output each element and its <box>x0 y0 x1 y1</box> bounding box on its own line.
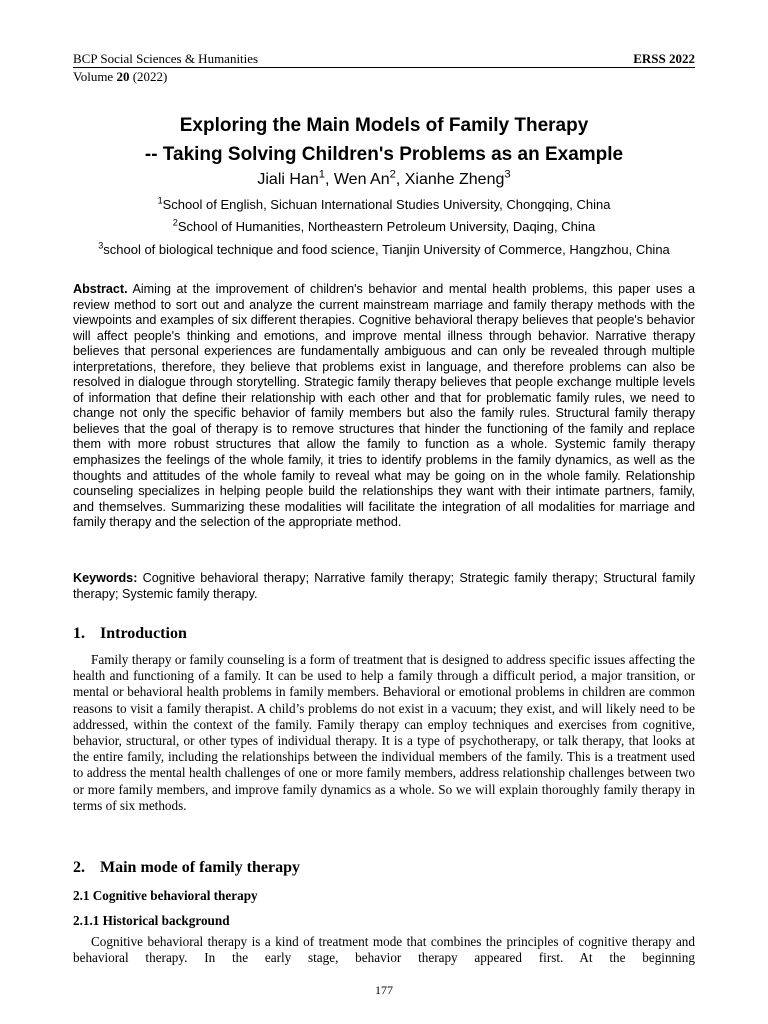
affiliation-marker: 3 <box>98 240 104 251</box>
subsubsection-heading: 2.1.1 Historical background <box>73 913 230 928</box>
author-affiliation-marker: 1 <box>318 168 325 181</box>
conference-code: ERSS 2022 <box>633 51 695 66</box>
affiliation-text: school of biological technique and food science, Tianjin University of Commerce, Hangzhou, China <box>103 242 670 257</box>
affiliation-3 <box>73 241 695 258</box>
header-top-row <box>73 51 695 68</box>
volume-prefix: Volume <box>73 69 117 84</box>
paper-title <box>73 111 695 169</box>
subsection-heading: 2.1 Cognitive behavioral therapy <box>73 888 258 903</box>
affiliation-2 <box>73 218 695 235</box>
author-name: Wen An <box>333 171 390 188</box>
introduction-paragraph: Family therapy or family counseling is a form of treatment that is designed to address specific issues affecting the health and functioning of a family. It can be used to help a family through a difficult period, a major transition, or mental or behavioral health problems in family members. Behavioral or emotional problems in children are common reasons to visit a family therapist. A child’s problems do not exist in a vacuum; they exist, and will likely need to be addressed, within the context of the family. Family therapy can employ techniques and exercises from cognitive, behavior, structural, or other types of individual therapy. It is a type of psychotherapy, or talk therapy, that looks at the entire family, including the relationships between the individual members of the family. This is a treatment used to address the mental health challenges of one or more family members, address relationship challenges between two or more family members, and improve family dynamics as a whole. So we will explain thoroughly family therapy in terms of six methods. <box>73 652 695 813</box>
section-title: Introduction <box>100 625 187 642</box>
keywords-label: Keywords: <box>73 571 138 585</box>
author-name: Xianhe Zheng <box>404 171 505 188</box>
keywords <box>73 571 695 602</box>
author-separator: , <box>324 171 334 188</box>
section-number: 1. <box>73 625 85 642</box>
abstract-text: Aiming at the improvement of children's behavior and mental health problems, this paper uses a review method to sort out and analyze the current mainstream marriage and family therapy methods with the viewpoints and examples of six different therapies. Cognitive behavioral therapy believes that people's behavior will affect people's thinking and emotions, and improve mental illness through behavior. Narrative therapy believes that personal experiences are fundamentally ambiguous and can only be revealed through multiple interpretations, therefore, they believe that problems exist in language, and therefore problems can also be resolved in dialogue through storytelling. Strategic family therapy believes that people exchange multiple levels of information that define their relationship with each other and that for problematic family rules, we need to change not only the specific behavior of family members but also the family rules. Structural family therapy believes that the goal of therapy is to remove structures that hinder the functioning of the family and replace them with more robust structures that allow the family to function as a whole. Systemic family therapy emphasizes the feelings of the whole family, it tries to identify problems in the family dynamics, as well as the thoughts and attitudes of the whole family to reveal what may be going on in the whole family. Relationship counseling specializes in helping people build the relationships they want with their intimate partners, family, and themselves. Summarizing these modalities will facilitate the integration of all modalities for marriage and family therapy and the selection of the appropriate method. <box>73 282 695 530</box>
author-list <box>73 170 695 190</box>
author-affiliation-marker: 2 <box>389 168 396 181</box>
section-number: 2. <box>73 859 85 876</box>
title-line-2: -- Taking Solving Children's Problems as an Example <box>144 144 624 165</box>
affiliation-text: School of English, Sichuan International Studies University, Chongqing, China <box>162 197 611 212</box>
title-line-1: Exploring the Main Models of Family Therapy <box>179 115 589 136</box>
author-name: Jiali Han <box>257 171 319 188</box>
page-number: 177 <box>375 983 393 997</box>
section-heading-main-mode <box>73 859 300 877</box>
affiliation-1 <box>73 196 695 213</box>
section-heading-introduction <box>73 625 187 643</box>
affiliation-marker: 2 <box>172 217 178 228</box>
keywords-text: Cognitive behavioral therapy; Narrative family therapy; Strategic family therapy; Structural family therapy; Systemic family therapy. <box>73 571 695 601</box>
volume-line <box>73 69 695 84</box>
volume-year: (2022) <box>129 69 168 84</box>
abstract <box>73 282 695 531</box>
running-header <box>73 51 695 84</box>
abstract-label: Abstract. <box>73 282 128 296</box>
affiliation-marker: 1 <box>157 195 163 206</box>
cbt-paragraph: Cognitive behavioral therapy is a kind of treatment mode that combines the principles of cognitive therapy and behavioral therapy. In the early stage, behavior therapy appeared first. At the beginning <box>73 934 695 966</box>
volume-number: 20 <box>116 69 130 84</box>
section-title: Main mode of family therapy <box>100 859 300 876</box>
affiliation-text: School of Humanities, Northeastern Petroleum University, Daqing, China <box>177 219 596 234</box>
journal-name: BCP Social Sciences & Humanities <box>73 51 259 66</box>
author-affiliation-marker: 3 <box>504 168 511 181</box>
author-separator: , <box>395 171 405 188</box>
